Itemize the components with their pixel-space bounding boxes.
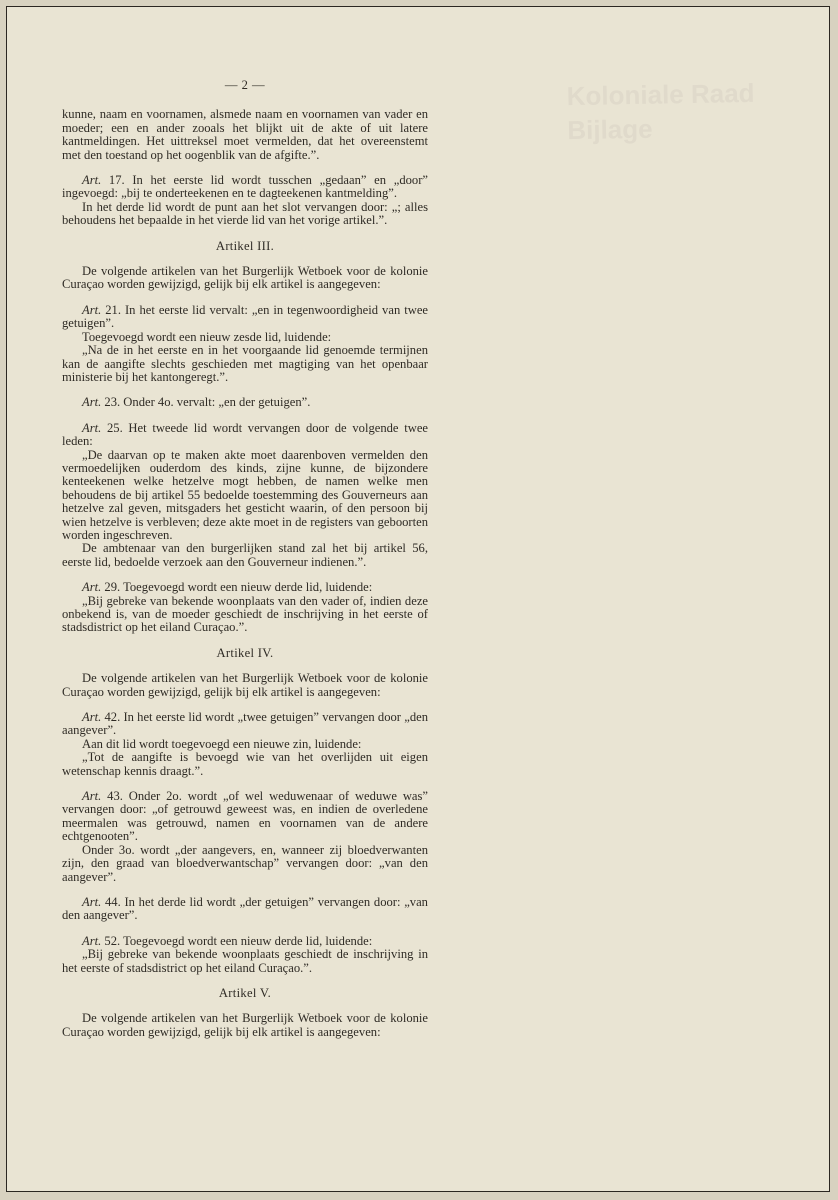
- article-text: 43. Onder 2o. wordt „of wel weduwenaar of weduwe was” vervangen door: „of getrouwd geweest was, en indien de overledene meermalen was getrouwd, namen en voornamen van de andere echtgenooten”.: [62, 789, 428, 844]
- paragraph: De volgende artikelen van het Burgerlijk Wetboek voor de kolonie Curaçao worden gewijzigd, gelijk bij elk artikel is aangegeven:: [62, 1011, 428, 1039]
- article-text: 42. In het eerste lid wordt „twee getuigen” vervangen door „den aangever”.: [62, 710, 429, 738]
- article-label: Art.: [82, 789, 102, 804]
- paragraph: Aan dit lid wordt toegevoegd een nieuwe zin, luidende:: [82, 736, 362, 751]
- article-text: 52. Toegevoegd wordt een nieuw derde lid, luidende:: [104, 933, 373, 948]
- paragraph: De ambtenaar van den burgerlijken stand zal het bij artikel 56, eerste lid, bedoelde verzoek aan den Gouverneur indienen.”.: [62, 541, 428, 569]
- ghost-line: Koloniale Raad: [566, 77, 755, 112]
- document-page: [6, 6, 830, 1192]
- paragraph: „Na de in het eerste en in het voorgaande lid genoemde termijnen kan de aangifte slechts geschieden met magtiging van het openbaar ministerie bij het kantongeregt.”.: [62, 343, 428, 384]
- text-blocks: [62, 108, 428, 1039]
- article-label: Art.: [82, 580, 102, 595]
- article-label: Art.: [82, 894, 102, 909]
- article-text: 17. In het eerste lid wordt tusschen „gedaan” en „door” ingevoegd: „bij te onderteekenen en te dagteekenen kantmelding”.: [62, 173, 428, 201]
- article-paragraph: [62, 581, 428, 594]
- article-text: 44. In het derde lid wordt „der getuigen” vervangen door: „van den aangever”.: [62, 894, 428, 923]
- article-label: Art.: [82, 420, 102, 435]
- ghost-line: Bijlage: [567, 113, 653, 146]
- paragraph: Toegevoegd wordt een nieuw zesde lid, luidende:: [82, 329, 332, 344]
- article-paragraph: [62, 935, 428, 948]
- page-number: — 2 —: [224, 78, 266, 92]
- article-label: Art.: [82, 302, 102, 317]
- paragraph: De volgende artikelen van het Burgerlijk Wetboek voor de kolonie Curaçao worden gewijzigd, gelijk bij elk artikel is aangegeven:: [62, 671, 428, 699]
- article-label: Art.: [82, 710, 102, 725]
- article-heading: Artikel V.: [218, 985, 272, 1000]
- article-label: Art.: [82, 173, 102, 188]
- paragraph: „Bij gebreke van bekende woonplaats van den vader of, indien deze onbekend is, van de moeder geschiedt de inschrijving in het eerste of stadsdistrict op het eiland Curaçao.”.: [62, 593, 428, 635]
- article-heading: Artikel IV.: [216, 645, 274, 660]
- article-paragraph: [62, 790, 428, 844]
- article-paragraph: [62, 396, 428, 409]
- show-through-text: [566, 75, 817, 147]
- paragraph: „Bij gebreke van bekende woonplaats geschiedt de inschrijving in het eerste of stadsdistrict op het eiland Curaçao.”.: [62, 947, 428, 975]
- paragraph: kunne, naam en voornamen, alsmede naam en voornamen van vader en moeder; een en ander zooals het blijkt uit de akte of uit latere kantmeldingen. Het uittreksel moet vermelden, dat het overeenstemt met den toestand op het oogenblik van de afgifte.”.: [62, 107, 428, 162]
- article-text: 29. Toegevoegd wordt een nieuw derde lid, luidende:: [104, 580, 373, 595]
- article-paragraph: [62, 896, 428, 923]
- article-paragraph: [62, 422, 428, 449]
- article-heading: Artikel III.: [215, 238, 275, 253]
- article-label: Art.: [82, 933, 102, 948]
- article-text: 21. In het eerste lid vervalt: „en in tegenwoordigheid van twee getuigen”.: [62, 302, 428, 331]
- paragraph: Onder 3o. wordt „der aangevers, en, wanneer zij bloedverwanten zijn, den graad van bloedverwantschap” vervangen door: „van den aangever”.: [62, 842, 428, 884]
- paragraph: De volgende artikelen van het Burgerlijk Wetboek voor de kolonie Curaçao worden gewijzigd, gelijk bij elk artikel is aangegeven:: [62, 264, 428, 292]
- article-paragraph: [62, 304, 428, 331]
- article-paragraph: [62, 711, 428, 738]
- article-label: Art.: [82, 395, 102, 410]
- body-text: [62, 79, 428, 1039]
- paragraph: „Tot de aangifte is bevoegd wie van het overlijden uit eigen wetenschap kennis draagt.”.: [62, 750, 428, 778]
- paragraph: „De daarvan op te maken akte moet daarenboven vermelden den vermoedelijken ouderdom des kinds, zijne kunne, de bijzondere kenteekenen welke hetzelve mogt hebben, de namen welke men behoudens de bij artikel 55 bedoelde toestemming des Gouverneurs aan hetzelve zal geven, mitsgaders het gesticht waarin, of den persoon bij wien hetzelve is verbleven; deze akte moet in de registers van geboorten worden ingeschreven.: [62, 447, 428, 542]
- paragraph: In het derde lid wordt de punt aan het slot vervangen door: „; alles behoudens het bepaalde in het vierde lid van het vorige artikel.”.: [62, 199, 428, 228]
- article-text: 25. Het tweede lid wordt vervangen door de volgende twee leden:: [62, 420, 428, 449]
- article-text: 23. Onder 4o. vervalt: „en der getuigen”.: [104, 395, 311, 410]
- article-paragraph: [62, 174, 428, 201]
